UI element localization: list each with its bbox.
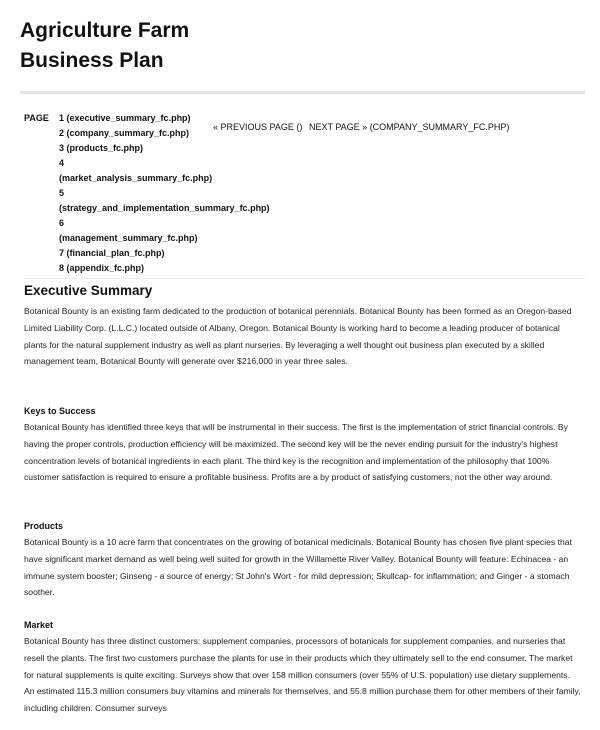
keys-to-success-text: Botanical Bounty has identified three keys that will be instrumental in their success. The first is the implementation of strict financial controls. By having the proper controls, production efficiency will be maximized. The second key will be the never ending pursuit for the industry's highest concentration levels of botanical ingredients in each plant. The third key is the recognition and implementation of the philosophy that 100% customer satisfaction is required to ensure a profitable business. Profits are a by product of satisfying customers, not the other way around.: [24, 422, 568, 483]
page-link[interactable]: 8 (appendix_fc.php): [59, 263, 145, 273]
page-list: [59, 111, 270, 276]
page-item-4[interactable]: [59, 156, 270, 171]
products-text: Botanical Bounty is a 10 acre farm that concentrates on the growing of botanical medicinals. Botanical Bounty has chosen five plant species that have significant market demand as well being well suited for growth in the Willamette River Valley. Botanical Bounty will feature: Echinacea - an immune system booster; Ginseng - a source of energy; St John's Wort - for mild depression; Skullcap- for inflammation; and Ginger - a stomach soother.: [24, 537, 572, 598]
products-heading: Products: [24, 521, 64, 531]
market-section: [24, 617, 582, 717]
section-divider: [24, 278, 585, 279]
keys-to-success-heading: Keys to Success: [24, 406, 96, 416]
page-link[interactable]: 4: [59, 158, 65, 168]
executive-summary-text: Botanical Bounty is an existing farm dedicated to the production of botanical perennials. Botanical Bounty has been formed as an Oregon-based Limited Liability Corp. (L.L.C.) located outside of Albany, Oregon. Botanical Bounty is working hard to become a leading producer of botanical plants for the natural supplement industry as well as plant nurseries. By leveraging a well thought out business plan executed by a skilled management team, Botanical Bounty will generate over $216,000 in year three sales.: [24, 306, 572, 367]
page-item-5-name[interactable]: [59, 201, 270, 216]
page-link[interactable]: 7 (financial_plan_fc.php): [59, 248, 165, 258]
products-section: [24, 518, 582, 601]
market-heading: Market: [24, 620, 54, 630]
page-link[interactable]: 3 (products_fc.php): [59, 143, 144, 153]
title-divider: [20, 91, 585, 94]
previous-page-link[interactable]: « PREVIOUS PAGE (): [213, 122, 303, 132]
page-label: PAGE: [24, 113, 49, 123]
page-item-5[interactable]: [59, 186, 270, 201]
page-link[interactable]: (management_summary_fc.php): [59, 233, 198, 243]
page-link[interactable]: 6: [59, 218, 65, 228]
page-item-3[interactable]: [59, 141, 270, 156]
executive-summary-heading: Executive Summary: [24, 283, 153, 298]
page-item-6[interactable]: [59, 216, 270, 231]
market-text: Botanical Bounty has three distinct customers: supplement companies, processors of botanicals for supplement companies, and nurseries that resell the plants. The first two customers purchase the plants for use in their products which they ultimately sell to the end consumer. The market for natural supplements is quite exciting. Surveys show that over 158 million consumers (over 55% of U.S. population) use dietary supplements. An estimated 115.3 million consumers buy vitamins and minerals for themselves, and 55.8 million purchase them for other members of their family, including children. Consumer surveys: [24, 636, 581, 714]
page-item-4-name[interactable]: [59, 171, 270, 186]
page-item-7[interactable]: [59, 246, 270, 261]
document-title: [20, 16, 189, 76]
page-item-8[interactable]: [59, 261, 270, 276]
page-link[interactable]: 1 (executive_summary_fc.php): [59, 113, 191, 123]
next-page-link[interactable]: NEXT PAGE » (COMPANY_SUMMARY_FC.PHP): [309, 122, 510, 132]
main-content: [24, 282, 582, 714]
document-title-line-1: Agriculture Farm: [20, 19, 190, 42]
page-link[interactable]: 5: [59, 188, 65, 198]
page-link[interactable]: (strategy_and_implementation_summary_fc.php): [59, 203, 270, 213]
page-link[interactable]: 2 (company_summary_fc.php): [59, 128, 190, 138]
page-item-6-name[interactable]: [59, 231, 270, 246]
page-link[interactable]: (market_analysis_summary_fc.php): [59, 173, 213, 183]
document-title-line-2: Business Plan: [20, 49, 164, 72]
keys-to-success-section: [24, 403, 582, 486]
